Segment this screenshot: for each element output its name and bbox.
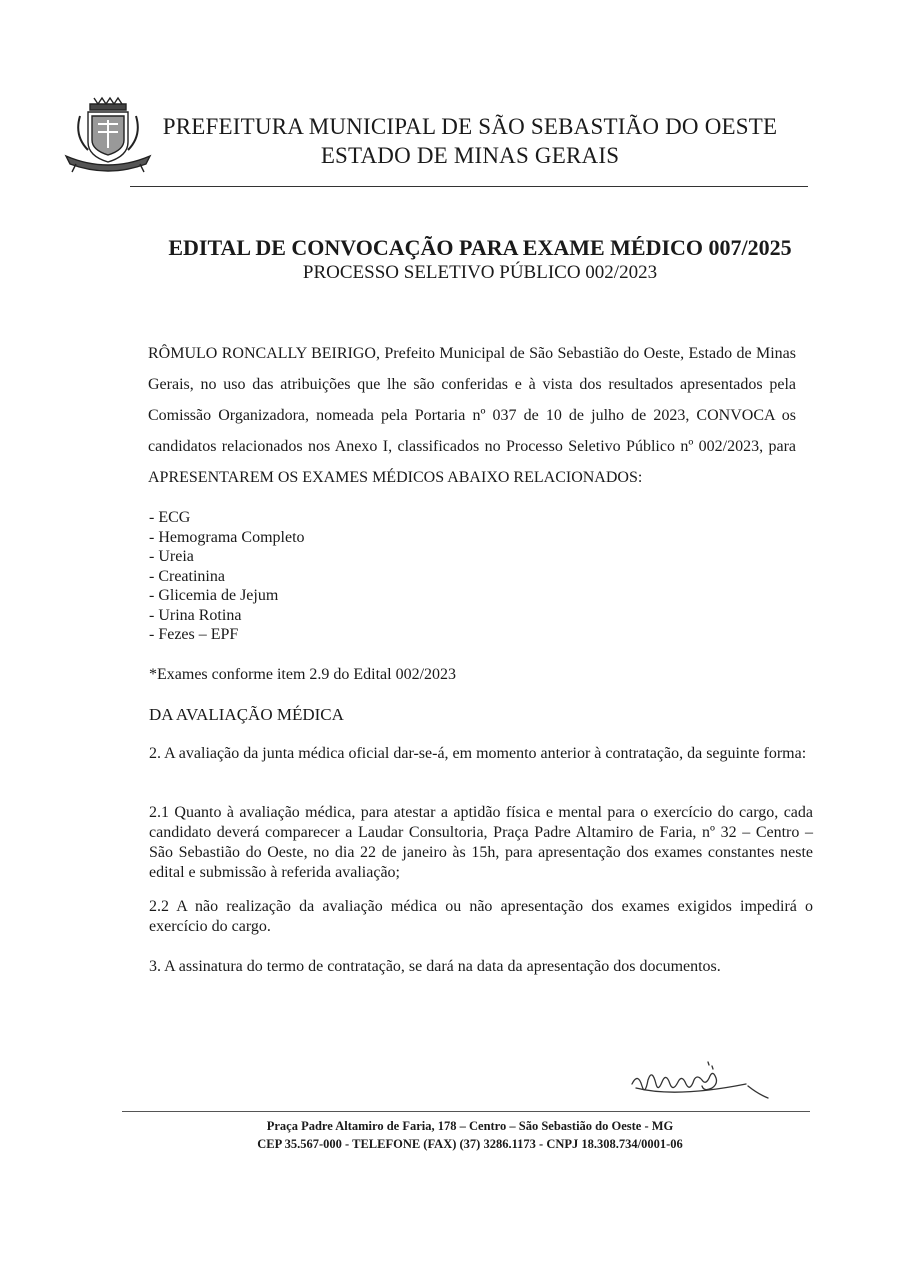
intro-paragraph: RÔMULO RONCALLY BEIRIGO, Prefeito Municipal de São Sebastião do Oeste, Estado de Minas Gerais, no uso das atribuições que lhe são conferidas e à vista dos resultados apresentados pela Comissão Organizadora, nomeada pela Portaria nº 037 de 10 de julho de 2023, CONVOCA os candidatos relacionados nos Anexo I, classificados no Processo Seletivo Público nº 002/2023, para APRESENTAREM OS EXAMES MÉDICOS ABAIXO RELACIONADOS:: [148, 345, 796, 486]
list-item: - Urina Rotina: [149, 606, 242, 624]
header-divider: [130, 186, 808, 187]
paragraph-2-1: 2.1 Quanto à avaliação médica, para atestar a aptidão física e mental para o exercício do cargo, cada candidato deverá comparecer a Laudar Consultoria, Praça Padre Altamiro de Faria, nº 32 – Centro – São Sebastião do Oeste, no dia 22 de janeiro às 15h, para apresentação dos exames constantes neste edital e submissão à referida avaliação;: [149, 804, 813, 881]
list-item: - Creatinina: [149, 567, 225, 585]
exam-list: [149, 508, 305, 645]
list-item: - Fezes – EPF: [149, 626, 239, 643]
footer-address-line: Praça Padre Altamiro de Faria, 178 – Centro – São Sebastião do Oeste - MG: [266, 1119, 674, 1133]
list-item: - Glicemia de Jejum: [149, 587, 279, 604]
document-title: EDITAL DE CONVOCAÇÃO PARA EXAME MÉDICO 007/2025: [168, 235, 792, 260]
municipal-crest-icon: [62, 94, 154, 176]
exams-note: *Exames conforme item 2.9 do Edital 002/2023: [149, 666, 457, 683]
list-item: - Ureia: [149, 548, 194, 565]
paragraph-2-2: 2.2 A não realização da avaliação médica ou não apresentação dos exames exigidos impedirá o exercício do cargo.: [149, 898, 813, 935]
footer-divider: [122, 1111, 810, 1112]
state-name: ESTADO DE MINAS GERAIS: [320, 143, 620, 168]
paragraph-3: 3. A assinatura do termo de contratação, se dará na data da apresentação dos documentos.: [149, 958, 721, 975]
signature-initials: [628, 1058, 778, 1108]
municipality-name: PREFEITURA MUNICIPAL DE SÃO SEBASTIÃO DO OESTE: [162, 114, 778, 139]
paragraph-2: 2. A avaliação da junta médica oficial dar-se-á, em momento anterior à contratação, da seguinte forma:: [149, 745, 807, 762]
municipality-header: [160, 112, 780, 170]
document-subtitle: PROCESSO SELETIVO PÚBLICO 002/2023: [302, 262, 658, 283]
list-item: - ECG: [149, 509, 191, 526]
footer-address: [130, 1117, 810, 1153]
section-heading: DA AVALIAÇÃO MÉDICA: [149, 705, 344, 724]
footer-contact-line: CEP 35.567-000 - TELEFONE (FAX) (37) 3286.1173 - CNPJ 18.308.734/0001-06: [257, 1137, 683, 1151]
list-item: - Hemograma Completo: [149, 528, 305, 546]
